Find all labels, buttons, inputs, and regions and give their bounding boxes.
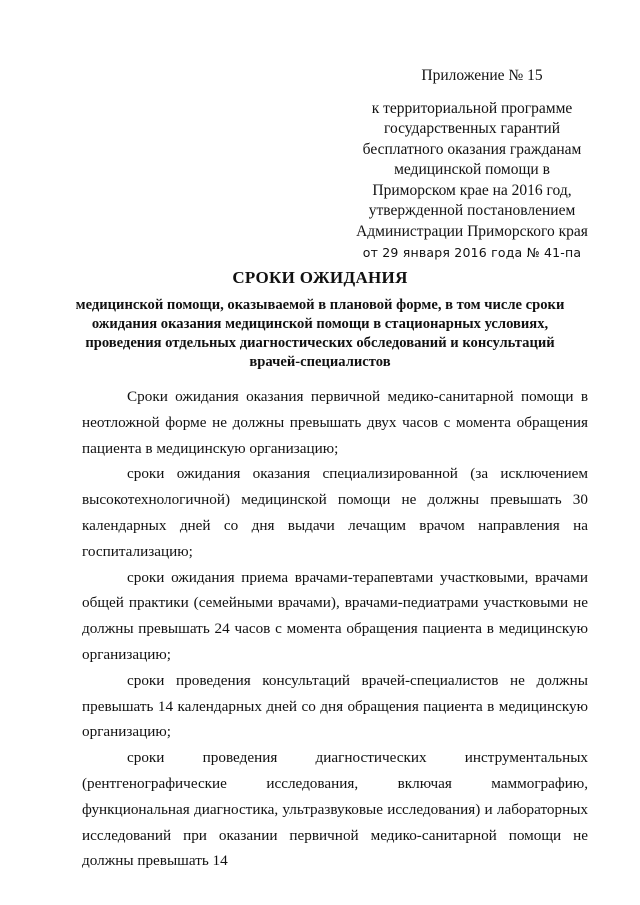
annex-line: Приморском крае на 2016 год, <box>372 181 572 199</box>
annex-block <box>352 66 592 264</box>
document-title: СРОКИ ОЖИДАНИЯ <box>232 268 408 287</box>
document-subtitle <box>60 296 580 372</box>
body-paragraph: Сроки ожидания оказания первичной медико-санитарной помощи в неотложной форме не должны превышать двух часов с момента обращения пациента в медицинскую организацию; <box>82 388 588 457</box>
annex-date-stamp: от 29 января 2016 года № 41-па <box>362 245 582 260</box>
body-paragraph: сроки проведения консультаций врачей-специалистов не должны превышать 14 календарных дней со дня обращения пациента в медицинскую организацию; <box>82 671 588 741</box>
annex-line: к территориальной программе <box>371 99 573 117</box>
annex-number: Приложение № 15 <box>421 67 543 84</box>
subtitle-line: проведения отдельных диагностических обследований и консультаций <box>85 335 555 351</box>
body-paragraph: сроки ожидания приема врачами-терапевтами участковыми, врачами общей практики (семейными врачами), врачами-педиатрами участковыми не должны превышать 24 часов с момента обращения пациента в медицинскую организацию; <box>82 568 588 663</box>
subtitle-line: врачей-специалистов <box>249 354 391 370</box>
subtitle-line: ожидания оказания медицинской помощи в стационарных условиях, <box>91 316 549 332</box>
annex-line: медицинской помощи в <box>394 161 550 178</box>
annex-line: Администрации Приморского края <box>356 222 588 240</box>
body-paragraph: сроки ожидания оказания специализированной (за исключением высокотехнологичной) медицинской помощи не должны превышать 30 календарных дней со дня выдачи лечащим врачом направления на госпитализацию; <box>82 465 588 560</box>
body-paragraph: сроки проведения диагностических инструментальных (рентгенографические исследования, включая маммографию, функциональная диагностика, ультразвуковые исследования) и лабораторных исследований при оказании первичной медико-санитарной помощи не должны превышать 14 <box>82 749 588 870</box>
annex-line: утвержденной постановлением <box>368 202 576 219</box>
annex-line: бесплатного оказания гражданам <box>362 140 582 158</box>
annex-line: государственных гарантий <box>384 120 560 137</box>
document-body <box>82 384 588 874</box>
subtitle-line: медицинской помощи, оказываемой в плановой форме, в том числе сроки <box>75 297 565 313</box>
